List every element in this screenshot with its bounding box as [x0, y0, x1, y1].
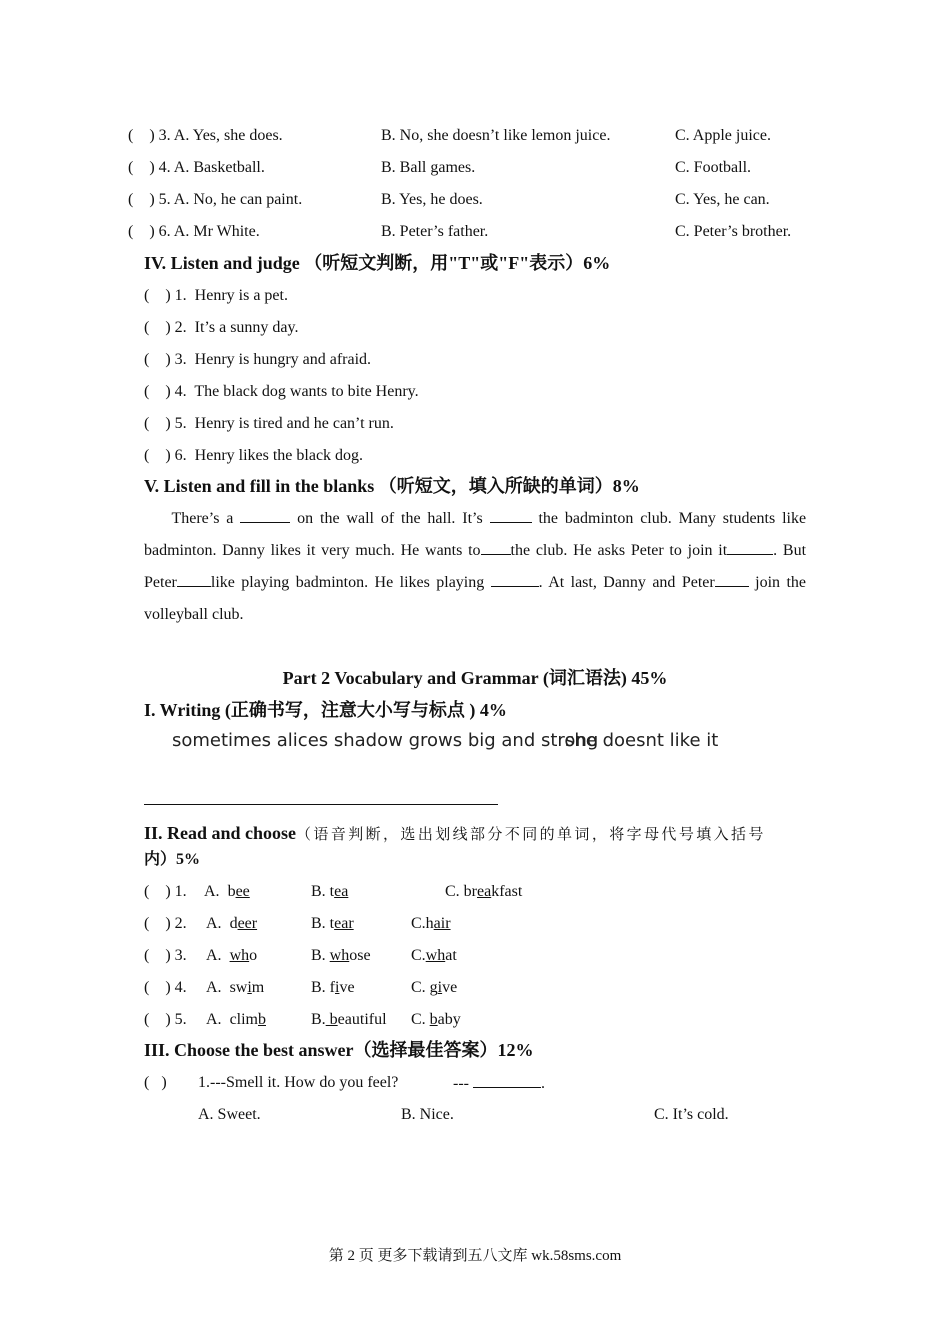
section-heading: II. Read and choose（语音判断，选出划线部分不同的单词，将字母代号填入括号 [144, 823, 766, 843]
option-a: A. Basketball. [173, 159, 265, 176]
option-b: B. beautiful [311, 1011, 387, 1028]
mcq-response: --- . [453, 1075, 545, 1092]
blank[interactable] [490, 508, 532, 523]
judge-item [144, 414, 394, 434]
item-number: 1. [174, 287, 187, 304]
option-c: C. Yes, he can. [675, 191, 770, 208]
phonics-item: ( ) 2. [144, 915, 187, 932]
answer-bracket[interactable]: ( ) [144, 1074, 167, 1091]
section-heading-cont: 内）5% [144, 851, 201, 868]
question-row [128, 190, 302, 210]
option-a: A. Mr White. [173, 223, 260, 240]
section-heading: I. Writing (正确书写，注意大小写与标点 ) 4% [144, 700, 507, 720]
blank[interactable] [481, 540, 511, 555]
judge-item [144, 286, 288, 306]
item-text: Henry is tired and he can’t run. [194, 415, 394, 432]
blank[interactable] [473, 1073, 541, 1088]
question-number: 5. [158, 191, 171, 208]
item-number: 2. [174, 319, 187, 336]
item-text: Henry is hungry and afraid. [194, 351, 372, 368]
judge-item [144, 382, 419, 402]
question-number: 4. [158, 159, 171, 176]
option-a: A. swim [206, 979, 265, 996]
option-a: A. Yes, she does. [173, 127, 283, 144]
blank[interactable] [715, 572, 749, 587]
page-footer: 第 2 页 更多下载请到五八文库 wk.58sms.com [328, 1248, 622, 1264]
mcq-question: 1.---Smell it. How do you feel? [198, 1074, 399, 1091]
option-a: A. Sweet. [198, 1106, 261, 1123]
option-c: C. Peter’s brother. [675, 223, 792, 240]
question-number: 3. [158, 127, 171, 144]
phonics-item: ( ) 4. [144, 979, 187, 996]
option-b: B. Peter’s father. [381, 223, 489, 240]
option-a: A. bee [204, 883, 250, 900]
answer-bracket[interactable]: ( ) [144, 287, 171, 304]
option-b: B. Nice. [401, 1106, 454, 1123]
option-c: C.what [411, 947, 457, 964]
item-text: Henry likes the black dog. [194, 447, 364, 464]
question-row [128, 126, 283, 146]
answer-bracket[interactable]: ( ) [144, 1011, 171, 1028]
section-heading: IV. Listen and judge （听短文判断，用"T"或"F"表示）6% [144, 253, 611, 273]
answer-bracket[interactable]: ( ) [128, 191, 155, 208]
option-b: B. Ball games. [381, 159, 476, 176]
option-c: C. baby [411, 1011, 461, 1028]
writing-prompt-1: sometimes alices shadow grows big and strong [172, 730, 599, 751]
phonics-item: ( ) 1. [144, 883, 187, 900]
option-c: C. It’s cold. [654, 1106, 729, 1123]
writing-answer-line[interactable] [144, 804, 498, 805]
option-b: B. Yes, he does. [381, 191, 483, 208]
answer-bracket[interactable]: ( ) [144, 447, 171, 464]
answer-bracket[interactable]: ( ) [128, 127, 155, 144]
blank[interactable] [240, 508, 290, 523]
option-a: A. who [206, 947, 258, 964]
answer-bracket[interactable]: ( ) [144, 415, 171, 432]
blank[interactable] [177, 572, 211, 587]
question-row [128, 158, 265, 178]
writing-prompt-2: she doesnt like it [565, 730, 719, 751]
item-number: 5. [174, 415, 187, 432]
item-number: 6. [174, 447, 187, 464]
question-number: 6. [158, 223, 171, 240]
fill-blanks-passage: There’s a on the wall of the hall. It’s the badminton club. Many students like badminton. Danny likes it very much. He wants to the club. He asks Peter to join it . But Peter like playing badminton. He likes playing . At last, Danny and Peter join the volleyball club. [144, 510, 807, 623]
option-b: B. tea [311, 883, 349, 900]
judge-item [144, 350, 371, 370]
option-a: A. deer [206, 915, 258, 932]
option-b: B. whose [311, 947, 371, 964]
option-c: C.hair [411, 915, 451, 932]
section-heading: III. Choose the best answer（选择最佳答案）12% [144, 1040, 534, 1060]
item-number: 4. [174, 383, 187, 400]
answer-bracket[interactable]: ( ) [144, 947, 171, 964]
answer-bracket[interactable]: ( ) [144, 319, 171, 336]
item-number: 3. [174, 351, 187, 368]
judge-item [144, 318, 299, 338]
option-c: C. give [411, 979, 458, 996]
item-text: Henry is a pet. [194, 287, 288, 304]
answer-bracket[interactable]: ( ) [144, 883, 171, 900]
answer-bracket[interactable]: ( ) [144, 351, 171, 368]
answer-bracket[interactable]: ( ) [144, 915, 171, 932]
item-text: The black dog wants to bite Henry. [194, 383, 419, 400]
part-title: Part 2 Vocabulary and Grammar (词汇语法) 45% [282, 668, 668, 688]
option-a: A. No, he can paint. [173, 191, 303, 208]
option-b: B. tear [311, 915, 354, 932]
judge-item [144, 446, 363, 466]
option-a: A. climb [206, 1011, 266, 1028]
option-b: B. five [311, 979, 355, 996]
answer-bracket[interactable]: ( ) [128, 223, 155, 240]
phonics-item: ( ) 3. [144, 947, 187, 964]
option-c: C. Football. [675, 159, 752, 176]
answer-bracket[interactable]: ( ) [144, 383, 171, 400]
option-c: C. breakfast [445, 883, 523, 900]
option-b: B. No, she doesn’t like lemon juice. [381, 127, 611, 144]
blank[interactable] [491, 572, 539, 587]
answer-bracket[interactable]: ( ) [128, 159, 155, 176]
section-heading: V. Listen and fill in the blanks （听短文，填入所缺的单词）8% [144, 476, 640, 496]
phonics-item: ( ) 5. [144, 1011, 187, 1028]
answer-bracket[interactable]: ( ) [144, 979, 171, 996]
blank[interactable] [727, 540, 773, 555]
question-row [128, 222, 260, 242]
item-text: It’s a sunny day. [194, 319, 299, 336]
option-c: C. Apple juice. [675, 127, 771, 144]
